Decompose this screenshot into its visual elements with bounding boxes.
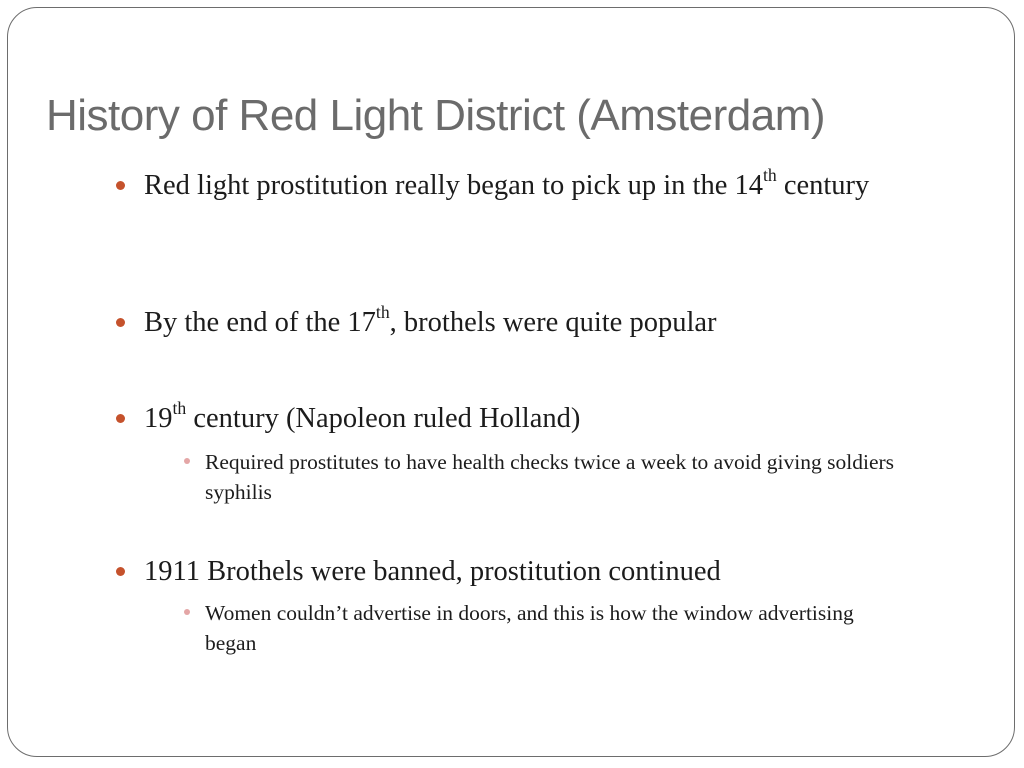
sub-bullet-marker-icon [184, 609, 190, 615]
bullet-marker-icon [116, 414, 125, 423]
sub-bullet-item [205, 447, 945, 507]
bullet-item [144, 400, 944, 438]
bullet-text: 19 [144, 403, 173, 434]
sub-bullet-item [205, 598, 885, 658]
bullet-text: By the end of the 17 [144, 307, 376, 338]
bullet-text: 1911 Brothels were banned, prostitution continued [144, 556, 721, 587]
sub-bullet-text: Women couldn’t advertise in doors, and this is how the window advertising began [205, 601, 854, 655]
bullet-text-continued: century [776, 170, 870, 201]
bullet-marker-icon [116, 567, 125, 576]
bullet-marker-icon [116, 318, 125, 327]
bullet-item [144, 304, 944, 342]
bullet-text: Red light prostitution really began to pick up in the 14 [144, 170, 763, 201]
bullet-marker-icon [116, 181, 125, 190]
slide-title: History of Red Light District (Amsterdam) [46, 91, 826, 140]
sub-bullet-text: Required prostitutes to have health checks twice a week to avoid giving soldiers syphilis [205, 450, 895, 504]
bullet-item [144, 167, 904, 205]
bullet-text-continued: , brothels were quite popular [389, 307, 717, 338]
bullet-item [144, 553, 944, 591]
bullet-superscript: th [762, 165, 777, 186]
sub-bullet-marker-icon [184, 458, 190, 464]
bullet-superscript: th [172, 398, 187, 419]
bullet-superscript: th [375, 302, 390, 323]
bullet-text-continued: century (Napoleon ruled Holland) [186, 403, 581, 434]
